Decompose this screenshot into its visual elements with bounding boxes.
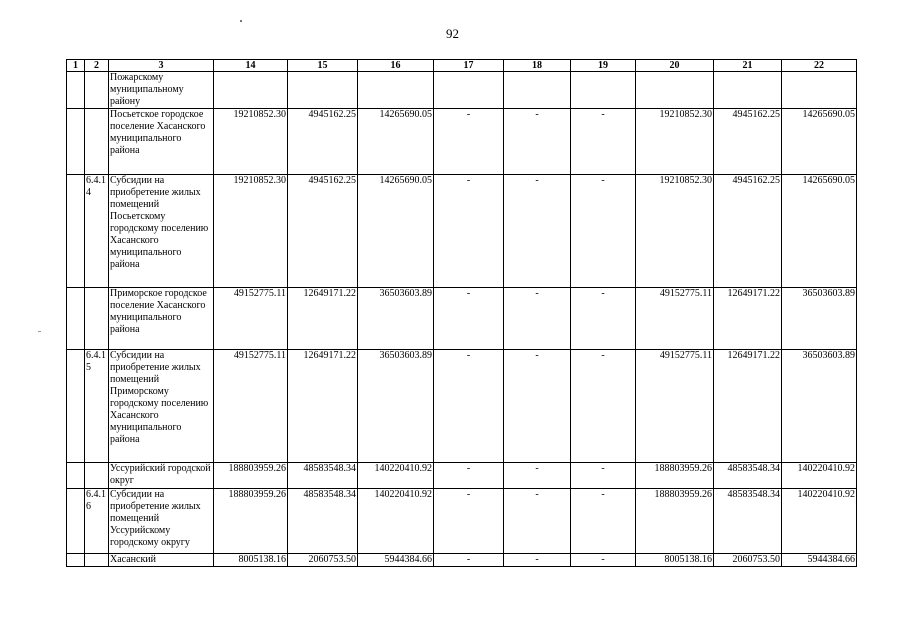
column-header: 2: [85, 60, 109, 72]
value-cell: -: [571, 489, 636, 554]
value-cell: -: [504, 288, 571, 350]
value-cell: -: [571, 175, 636, 288]
scan-speck: [240, 20, 242, 22]
column-header: 20: [636, 60, 714, 72]
value-cell: 140220410.92: [358, 489, 434, 554]
value-cell: 36503603.89: [782, 350, 857, 463]
value-cell: 2060753.50: [288, 554, 358, 567]
row-code-cell: [85, 463, 109, 489]
value-cell: [434, 72, 504, 109]
column-header: 19: [571, 60, 636, 72]
table-row: [67, 463, 857, 489]
table-row: [67, 554, 857, 567]
value-cell: -: [434, 554, 504, 567]
row-index-cell: [67, 72, 85, 109]
column-header: 1: [67, 60, 85, 72]
value-cell: 8005138.16: [636, 554, 714, 567]
row-code-cell: [85, 288, 109, 350]
value-cell: 140220410.92: [358, 463, 434, 489]
column-header: 21: [714, 60, 782, 72]
value-cell: 188803959.26: [214, 489, 288, 554]
row-index-cell: [67, 109, 85, 175]
row-name-cell: Посьетское городское поселение Хасанского муниципального района: [109, 109, 214, 175]
value-cell: [571, 72, 636, 109]
value-cell: 12649171.22: [288, 350, 358, 463]
value-cell: 4945162.25: [714, 175, 782, 288]
budget-table: [66, 59, 857, 567]
table-row: [67, 109, 857, 175]
row-name-cell: Субсидии на приобретение жилых помещений Приморскому городскому поселению Хасанского муниципального района: [109, 350, 214, 463]
value-cell: 36503603.89: [358, 350, 434, 463]
value-cell: 48583548.34: [714, 463, 782, 489]
row-name-cell: Уссурийский городской округ: [109, 463, 214, 489]
value-cell: [782, 72, 857, 109]
value-cell: 8005138.16: [214, 554, 288, 567]
value-cell: 4945162.25: [288, 109, 358, 175]
row-name-cell: Приморское городское поселение Хасанского муниципального района: [109, 288, 214, 350]
value-cell: 36503603.89: [782, 288, 857, 350]
value-cell: [636, 72, 714, 109]
value-cell: -: [504, 109, 571, 175]
value-cell: 14265690.05: [782, 175, 857, 288]
table-body: [67, 72, 857, 567]
value-cell: 48583548.34: [288, 489, 358, 554]
table-row: [67, 288, 857, 350]
value-cell: 14265690.05: [782, 109, 857, 175]
row-code-cell: [85, 72, 109, 109]
value-cell: -: [434, 109, 504, 175]
value-cell: -: [434, 489, 504, 554]
row-code-cell: [85, 554, 109, 567]
value-cell: 4945162.25: [714, 109, 782, 175]
value-cell: 5944384.66: [782, 554, 857, 567]
table-row: [67, 175, 857, 288]
value-cell: 14265690.05: [358, 175, 434, 288]
scan-speck: [38, 331, 41, 332]
value-cell: -: [434, 350, 504, 463]
row-code-cell: [85, 109, 109, 175]
value-cell: 188803959.26: [636, 463, 714, 489]
value-cell: 140220410.92: [782, 489, 857, 554]
value-cell: [288, 72, 358, 109]
value-cell: 48583548.34: [714, 489, 782, 554]
value-cell: -: [571, 554, 636, 567]
column-header: 18: [504, 60, 571, 72]
value-cell: -: [504, 554, 571, 567]
row-index-cell: [67, 489, 85, 554]
table-row: [67, 72, 857, 109]
row-name-cell: Субсидии на приобретение жилых помещений Уссурийскому городскому округу: [109, 489, 214, 554]
value-cell: 36503603.89: [358, 288, 434, 350]
row-name-cell: Хасанский: [109, 554, 214, 567]
row-index-cell: [67, 554, 85, 567]
row-index-cell: [67, 175, 85, 288]
value-cell: 12649171.22: [714, 288, 782, 350]
value-cell: 49152775.11: [214, 350, 288, 463]
row-code-cell: 6.4.1 4: [85, 175, 109, 288]
column-header: 17: [434, 60, 504, 72]
value-cell: [214, 72, 288, 109]
row-index-cell: [67, 288, 85, 350]
value-cell: -: [434, 288, 504, 350]
column-header: 22: [782, 60, 857, 72]
value-cell: 12649171.22: [288, 288, 358, 350]
value-cell: -: [504, 489, 571, 554]
value-cell: 48583548.34: [288, 463, 358, 489]
table-header-row: [67, 60, 857, 72]
value-cell: -: [571, 463, 636, 489]
row-code-cell: 6.4.1 6: [85, 489, 109, 554]
value-cell: -: [434, 463, 504, 489]
value-cell: 188803959.26: [214, 463, 288, 489]
table-row: [67, 489, 857, 554]
value-cell: 12649171.22: [714, 350, 782, 463]
value-cell: 2060753.50: [714, 554, 782, 567]
row-index-cell: [67, 463, 85, 489]
value-cell: 140220410.92: [782, 463, 857, 489]
row-code-cell: 6.4.1 5: [85, 350, 109, 463]
column-header: 15: [288, 60, 358, 72]
value-cell: 4945162.25: [288, 175, 358, 288]
value-cell: [504, 72, 571, 109]
value-cell: [358, 72, 434, 109]
value-cell: 19210852.30: [636, 109, 714, 175]
row-name-cell: Субсидии на приобретение жилых помещений Посьетскому городскому поселению Хасанского муниципального района: [109, 175, 214, 288]
value-cell: 49152775.11: [636, 350, 714, 463]
row-name-cell: Пожарскому муниципальному району: [109, 72, 214, 109]
page-number: 92: [446, 26, 459, 41]
value-cell: [714, 72, 782, 109]
column-header: 3: [109, 60, 214, 72]
value-cell: 49152775.11: [636, 288, 714, 350]
value-cell: -: [504, 350, 571, 463]
value-cell: 19210852.30: [214, 109, 288, 175]
value-cell: -: [504, 175, 571, 288]
column-header: 14: [214, 60, 288, 72]
value-cell: 14265690.05: [358, 109, 434, 175]
value-cell: -: [571, 350, 636, 463]
value-cell: 19210852.30: [214, 175, 288, 288]
row-index-cell: [67, 350, 85, 463]
value-cell: -: [571, 109, 636, 175]
table-row: [67, 350, 857, 463]
value-cell: 49152775.11: [214, 288, 288, 350]
value-cell: 188803959.26: [636, 489, 714, 554]
value-cell: -: [571, 288, 636, 350]
column-header: 16: [358, 60, 434, 72]
value-cell: -: [504, 463, 571, 489]
value-cell: -: [434, 175, 504, 288]
value-cell: 19210852.30: [636, 175, 714, 288]
value-cell: 5944384.66: [358, 554, 434, 567]
